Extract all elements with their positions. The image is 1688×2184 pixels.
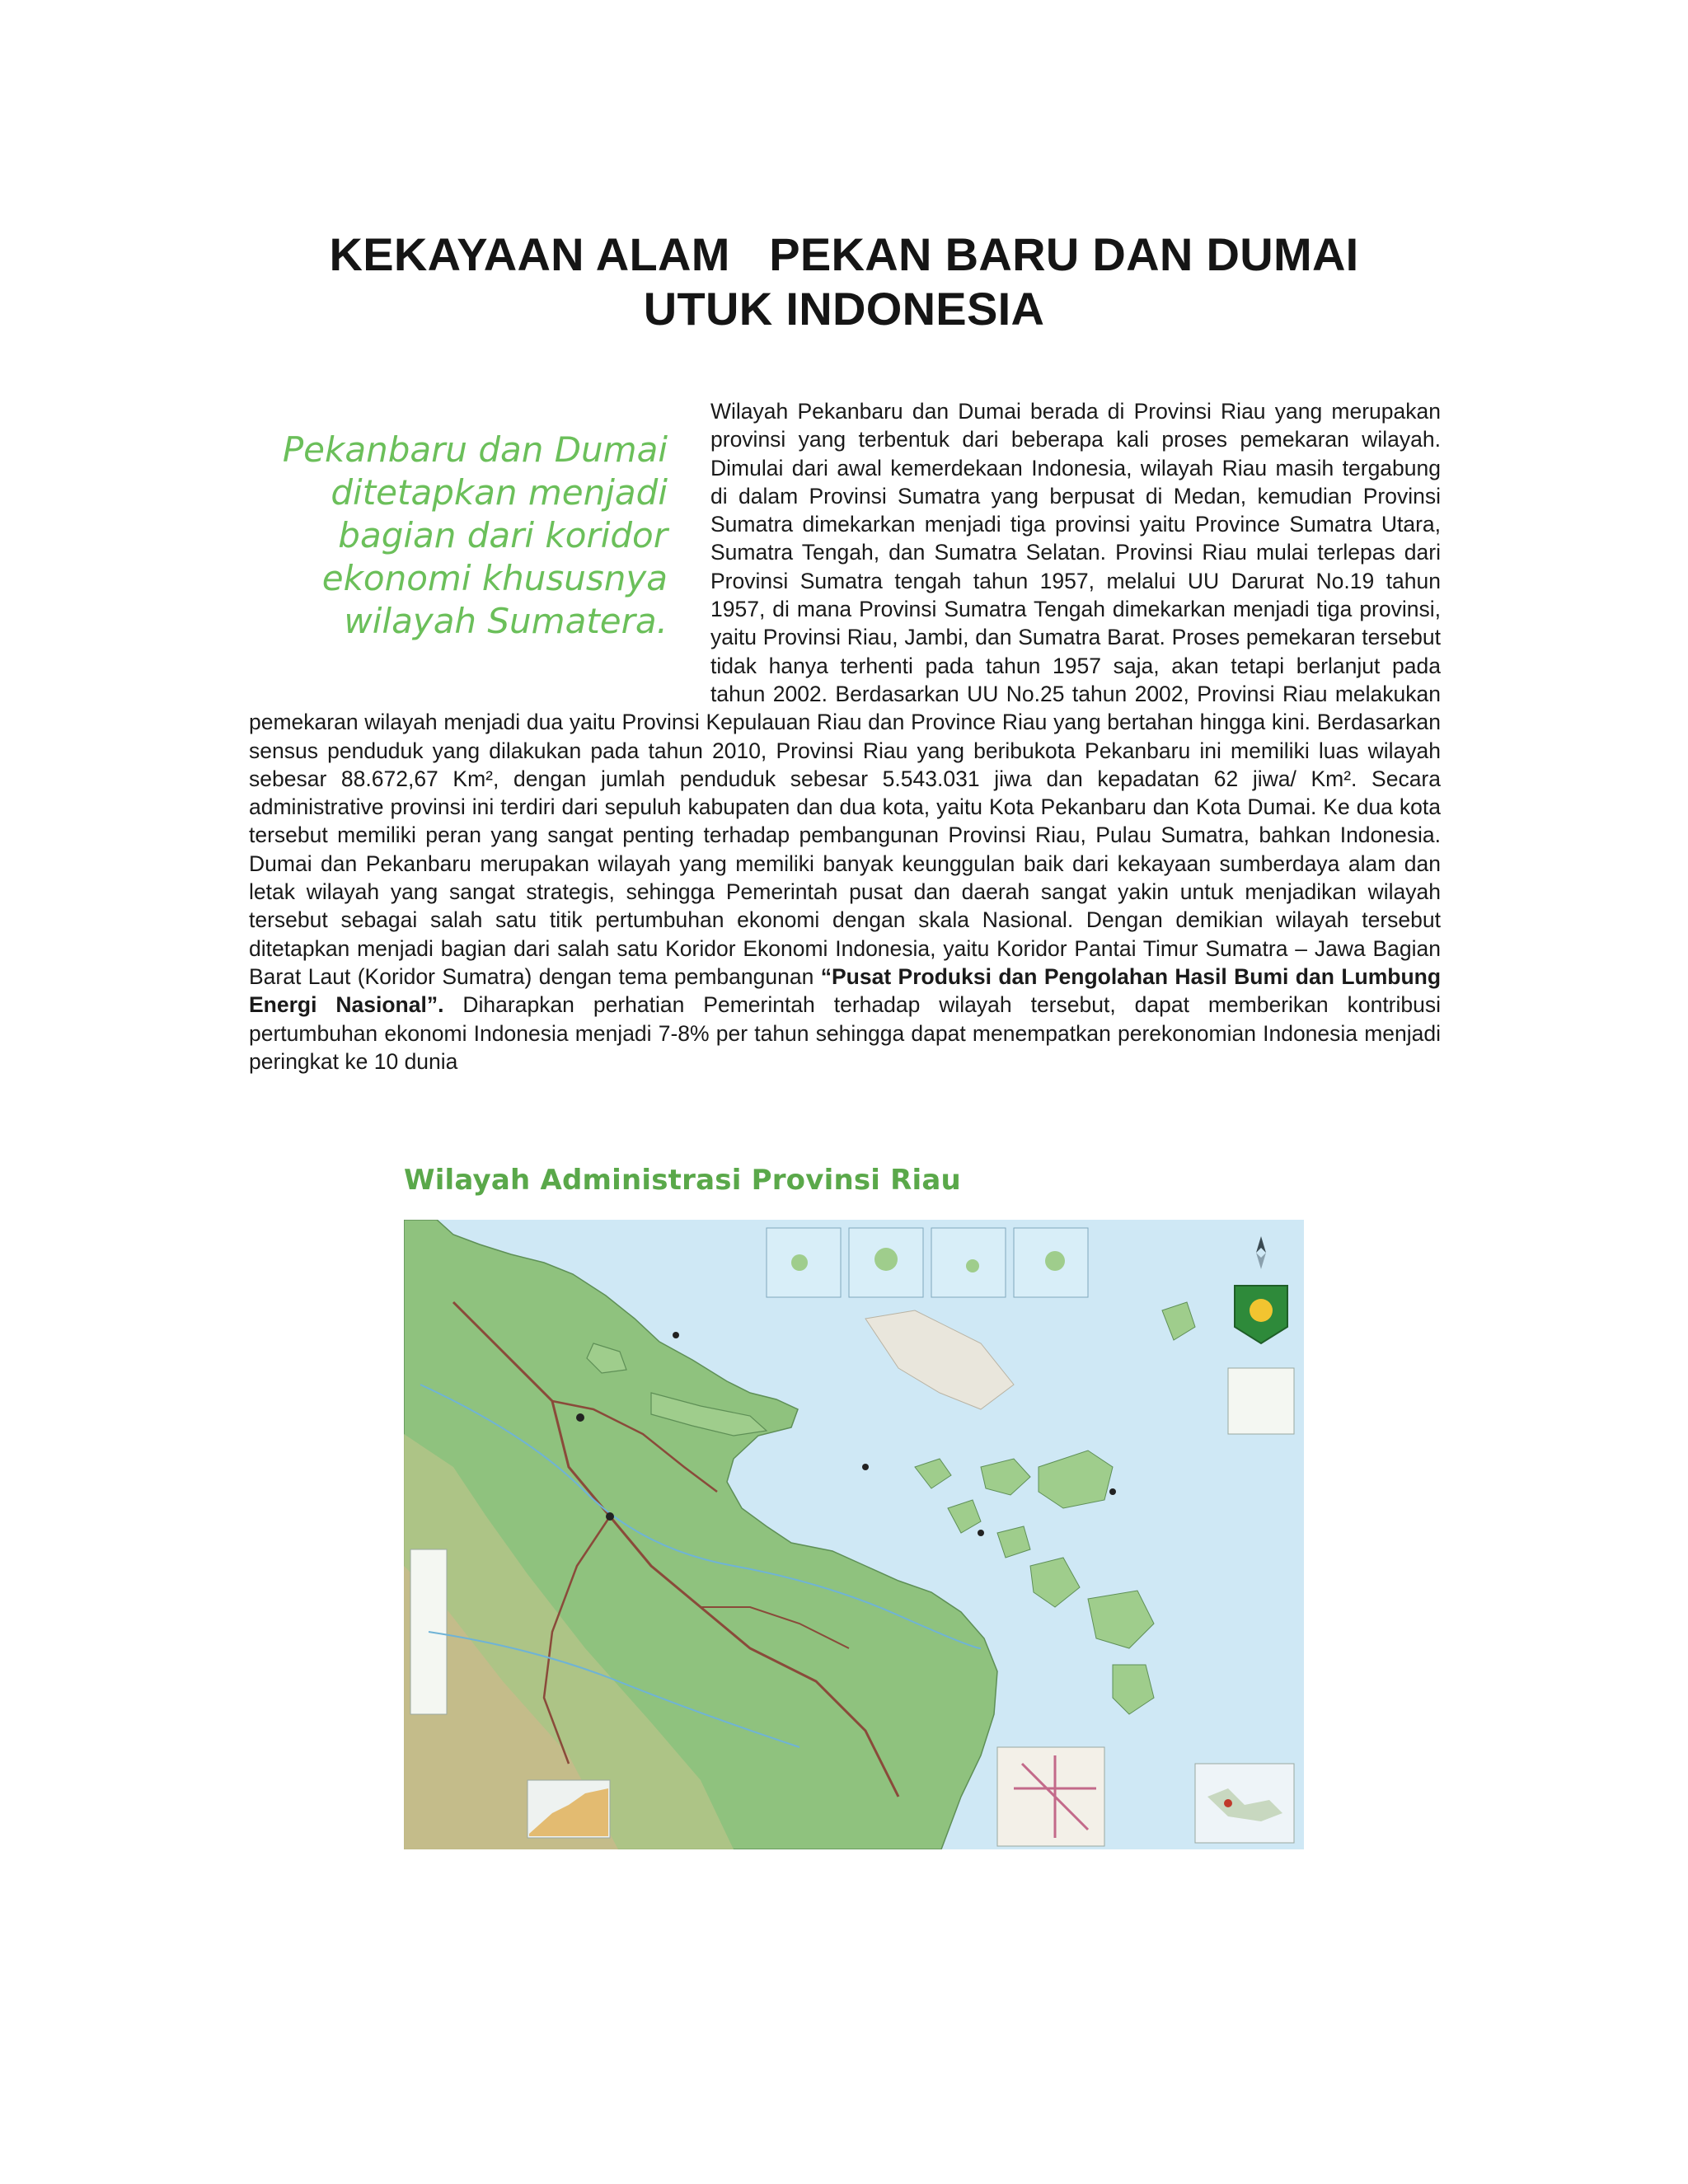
city-marker <box>978 1530 984 1536</box>
document-title-line-1: KEKAYAAN ALAM PEKAN BARU DAN DUMAI <box>329 228 1359 280</box>
body-bold-theme: “Pusat Produksi dan Pengolahan Hasil Bumi dan Lumbung Energi Nasional”. <box>249 963 1442 1018</box>
document-title-line-2: UTUK INDONESIA <box>643 283 1045 335</box>
pull-quote-line: wilayah Sumatera. <box>344 601 668 641</box>
pull-quote-line: ditetapkan menjadi <box>331 472 668 513</box>
city-marker-dumai <box>576 1413 584 1422</box>
city-marker <box>862 1464 869 1470</box>
map-legend <box>1228 1368 1294 1434</box>
pull-quote-line: ekonomi khususnya <box>321 558 668 598</box>
map-graphic <box>404 1220 1304 1849</box>
inset-island <box>874 1248 898 1271</box>
city-marker <box>673 1332 679 1338</box>
inset-island <box>966 1259 979 1272</box>
body-text: Wilayah Pekanbaru dan Dumai berada di Provinsi Riau yang merupakan provinsi yang terbentuk dari beberapa kali proses pemekaran wilayah. Dimulai dari awal kemerdekaan Indonesia, wilayah Riau masih tergabung di dalam Provinsi Sumatra yang berpusat di Medan, kemudian Provinsi Sumatra dimekarkan menjadi tiga provinsi yaitu Province Sumatra Utara, Sumatra Tengah, dan Sumatra Selatan. Provinsi Riau mulai terlepas dari Provinsi Sumatra tengah tahun 1957, melalui UU Darurat No.19 tahun 1957, di mana Provinsi Sumatra Tengah dimekarkan menjadi tiga provinsi, yaitu Provinsi Riau, Jambi, dan Sumatra Barat. Proses pemekaran tersebut tidak hanya terhenti pada tahun 1957 saja, akan tetapi berlanjut pada tahun 2002. Berdasarkan UU No.25 tahun 2002, Provinsi Riau melakukan pemekaran wilayah menjadi dua yaitu Provinsi Kepulauan Riau dan Province Riau yang bertahan hingga kini. Berdasarkan sensus penduduk yang dilakukan pada tahun 2010, Provinsi Riau yang beribukota Pekanbaru ini memiliki luas wilayah sebesar 88.672,67 Km², dengan jumlah penduduk sebesar 5.543.031 jiwa dan kepadatan 62 jiwa/ Km². Secara administrative provinsi ini terdiri dari sepuluh kabupaten dan dua kota, yaitu Kota Pekanbaru dan Kota Dumai. Ke dua kota tersebut memiliki peran yang sangat penting terhadap pembangunan Provinsi Riau, Pulau Sumatra, bahkan Indonesia. Dumai dan Pekanbaru merupakan wilayah yang memiliki banyak keunggulan baik dari kekayaan sumberdaya alam dan letak wilayah yang sangat strategis, sehingga Pemerintah pusat dan daerah sangat yakin untuk menjadikan wilayah tersebut sebagai salah satu titik pertumbuhan ekonomi dengan skala Nasional. Dengan demikian wilayah tersebut ditetapkan menjadi bagian dari salah satu Koridor Ekonomi Indonesia, yaitu Koridor Pantai Timur Sumatra – Jawa Bagian Barat Laut (Koridor Sumatra) dengan tema pembangunan <box>249 399 1441 989</box>
pull-quote-spacer <box>249 397 710 707</box>
map-title: Wilayah Administrasi Provinsi Riau <box>404 1164 961 1197</box>
document-title <box>247 227 1441 336</box>
pull-quote-line: Pekanbaru dan Dumai <box>282 429 668 470</box>
city-marker-pekanbaru <box>606 1512 614 1521</box>
riau-province-map <box>404 1220 1304 1849</box>
body-text-end: Diharapkan perhatian Pemerintah terhadap wilayah tersebut, dapat memberikan kontribusi pertumbuhan ekonomi Indonesia menjadi 7-8% per tahun sehingga dapat menempatkan perekonomian Indonesia menjadi peringkat ke 10 dunia <box>249 992 1442 1074</box>
pull-quote-line: bagian dari koridor <box>338 515 668 555</box>
body-paragraph-container <box>249 397 1441 1076</box>
city-marker <box>1109 1488 1116 1495</box>
indonesia-locator-inset <box>1195 1764 1294 1843</box>
inset-island <box>791 1254 808 1271</box>
locator-highlight <box>1224 1799 1232 1807</box>
inset-island <box>1045 1251 1065 1271</box>
city-inset-map <box>997 1747 1104 1846</box>
